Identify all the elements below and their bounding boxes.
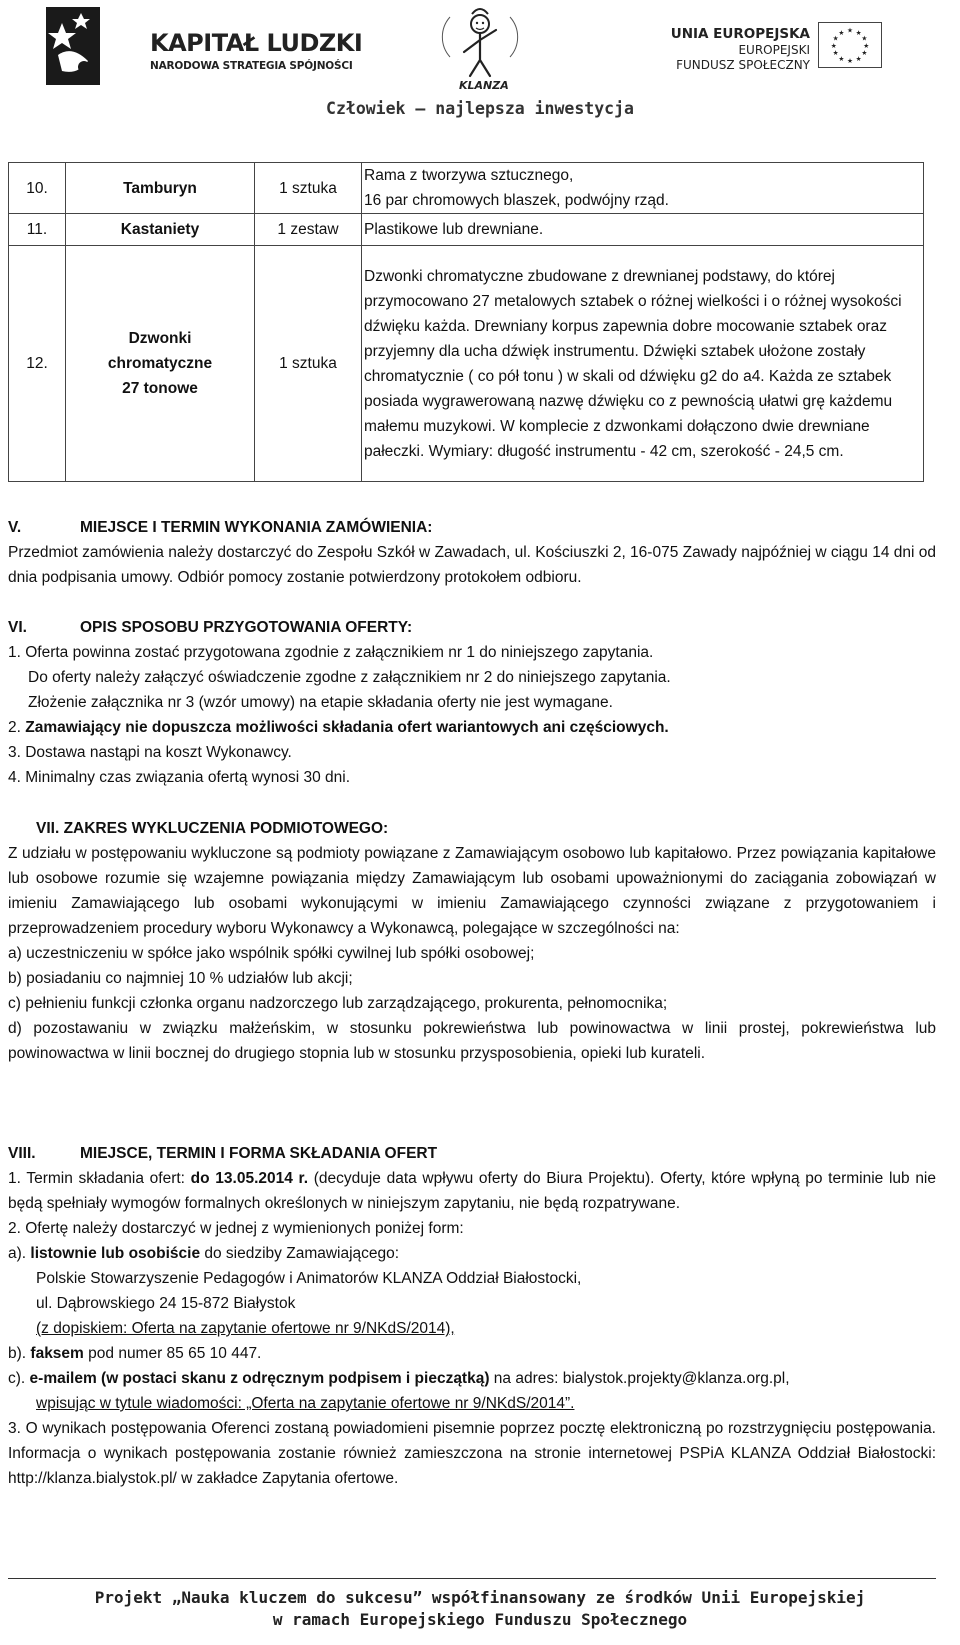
slogan: Człowiek – najlepsza inwestycja: [326, 99, 634, 118]
ue-title: UNIA EUROPEJSKA: [670, 26, 810, 42]
section-heading: [8, 1141, 936, 1166]
paragraph: 4. Minimalny czas związania ofertą wynosi 30 dni.: [8, 769, 351, 786]
table-row: [9, 163, 924, 214]
paragraph: Z udziału w postępowaniu wykluczone są podmioty powiązane z Zamawiającym osobowo lub kapitałowo. Przez powiązania kapitałowe lub osobowe rozumie się wzajemne powiązania między Zamawiającym lub osobami upoważnionymi do zaciągania zobowiązań w imieniu Zamawiającego lub osobami wykonującymi w imieniu Zamawiającego czynności związane z przygotowaniem i przeprowadzeniem procedury wyboru Wykonawcy a Wykonawcą, polegające w szczególności na:: [8, 845, 936, 937]
klanza-label: KLANZA: [459, 79, 509, 92]
address-line: ul. Dąbrowskiego 24 15-872 Białystok: [36, 1295, 296, 1312]
item-quantity: 1 sztuka: [255, 246, 362, 482]
svg-text:★: ★: [838, 54, 845, 63]
item-description: [362, 163, 924, 214]
item-name-line: 27 tonowe: [122, 380, 198, 397]
list-item: d) pozostawaniu w związku małżeńskim, w stosunku pokrewieństwa lub powinowactwa w linii prostej, pokrewieństwa lub powinowactwa w linii bocznej do drugiego stopnia lub w stosunku przysposobienia, opieki lub kurateli.: [8, 1020, 936, 1062]
list-label: a).: [8, 1245, 27, 1262]
svg-text:★: ★: [832, 49, 839, 58]
svg-text:★: ★: [830, 41, 837, 50]
item-description: Dzwonki chromatyczne zbudowane z drewnianej podstawy, do której przymocowano 27 metalowych sztabek o różnej wielkości i o różnej wysokości dźwięku każda. Drewniany korpus zapewnia dobre mocowanie sztabek oraz przyjemny dla ucha dźwięk instrumentu. Dźwięki sztabek ułożone zostały chromatycznie ( co pół tonu ) w skali od dźwięku g2 do a4. Każda ze sztabek posiada wygrawerowaną nazwę dźwięku co z pewnością ułatwi grę każdemu małemu muzykowi. W komplecie z dzwonkami dołączono dwie drewniane pałeczki. Wymiary: długość instrumentu - 42 cm, szerokość - 24,5 cm.: [362, 246, 924, 482]
address-line: Polskie Stowarzyszenie Pedagogów i Animatorów KLANZA Oddział Białostocki,: [36, 1270, 582, 1287]
list-item: b) posiadaniu co najmniej 10 % udziałów lub akcji;: [8, 970, 353, 987]
ue-line-1: EUROPEJSKI: [738, 43, 810, 57]
list-text: pod numer 85 65 10 447.: [83, 1345, 262, 1362]
item-name: Tamburyn: [66, 163, 255, 214]
list-item: [8, 1341, 936, 1366]
item-quantity: 1 zestaw: [255, 214, 362, 246]
item-name-line: chromatyczne: [107, 355, 213, 372]
list-item: c) pełnieniu funkcji członka organu nadzorczego lub zarządzającego, prokurenta, pełnomocnika;: [8, 995, 668, 1012]
item-description: Plastikowe lub drewniane.: [362, 214, 924, 246]
svg-text:★: ★: [838, 28, 845, 37]
items-table: [8, 162, 924, 482]
paragraph: [8, 1166, 936, 1216]
footer-divider: [8, 1578, 936, 1579]
list-continuation: [8, 1391, 936, 1416]
section-heading: [8, 615, 936, 640]
paragraph: 3. O wynikach postępowania Oferenci zostaną powiadomieni pisemnie poprzez pocztę elektroniczną po rozstrzygnięciu postępowania. Informacja o wynikach postępowania zostanie również zamieszczona na stronie internetowej PSPiA KLANZA Oddział Białostocki: http://klanza.bialystok.pl/ w zakładce Zapytania ofertowe.: [8, 1420, 936, 1487]
email-subject-note: wpisując w tytule wiadomości: „Oferta na zapytanie ofertowe nr 9/NKdS/2014”.: [36, 1395, 575, 1412]
paragraph: [8, 715, 936, 740]
svg-text:★: ★: [863, 41, 870, 50]
section-6: [8, 615, 936, 790]
section-8: [8, 1141, 936, 1491]
footer-line-1: Projekt „Nauka kluczem do sukcesu” współfinansowany ze środków Unii Europejskiej: [94, 1588, 866, 1607]
page-header: [0, 0, 960, 130]
list-label: b).: [8, 1345, 27, 1362]
paragraph: 3. Dostawa nastąpi na koszt Wykonawcy.: [8, 744, 292, 761]
ue-line-2: FUNDUSZ SPOŁECZNY: [676, 58, 810, 72]
paragraph: Złożenie załącznika nr 3 (wzór umowy) na etapie składania oferty nie jest wymagane.: [28, 694, 613, 711]
address-line: [8, 1316, 936, 1341]
list-bold: listownie lub osobiście: [30, 1245, 201, 1262]
item-name: [66, 246, 255, 482]
list-bold: e-mailem (w postaci skanu z odręcznym podpisem i pieczątką): [29, 1370, 490, 1387]
svg-text:★: ★: [832, 34, 839, 43]
page-footer: [0, 1587, 960, 1631]
item-number: 10.: [9, 163, 66, 214]
svg-text:★: ★: [847, 57, 853, 66]
paragraph-number: 2.: [8, 719, 21, 736]
deadline-text: (decyduje data wpływu oferty do Biura Projektu). Oferty, które wpłyną po terminie lub nie będą spełniały wymogów formalnych określonych w niniejszym zapytaniu, nie będą rozpatrywane.: [8, 1170, 937, 1212]
paragraph: 1. Oferta powinna zostać przygotowana zgodnie z załącznikiem nr 1 do niniejszego zapytania.: [8, 644, 654, 661]
paragraph-bold: Zamawiający nie dopuszcza możliwości składania ofert wariantowych ani częściowych.: [25, 719, 669, 736]
paragraph: 2. Ofertę należy dostarczyć w jednej z wymienionych poniżej form:: [8, 1220, 464, 1237]
section-title: MIEJSCE, TERMIN I FORMA SKŁADANIA OFERT: [80, 1145, 438, 1162]
item-number: 11.: [9, 214, 66, 246]
kapital-ludzki-title: KAPITAŁ LUDZKI: [150, 29, 363, 57]
ue-subtitle: [676, 43, 810, 73]
address-note: (z dopiskiem: Oferta na zapytanie ofertowe nr 9/NKdS/2014),: [36, 1320, 455, 1337]
kapital-ludzki-emblem-icon: [38, 5, 108, 87]
svg-text:★: ★: [855, 28, 862, 37]
section-7: [8, 816, 936, 1066]
item-number: 12.: [9, 246, 66, 482]
section-5: [8, 515, 936, 590]
section-heading: [8, 515, 936, 540]
section-text: Przedmiot zamówienia należy dostarczyć do Zespołu Szkół w Zawadach, ul. Kościuszki 2, 16-075 Zawady najpóźniej w ciągu 14 dni od dnia podpisania umowy. Odbiór pomocy zostanie potwierdzony protokołem odbioru.: [8, 544, 936, 586]
item-name-line: Dzwonki: [128, 330, 192, 347]
list-item: a) uczestniczeniu w spółce jako wspólnik spółki cywilnej lub spółki osobowej;: [8, 945, 535, 962]
list-text: do siedziby Zamawiającego:: [200, 1245, 400, 1262]
list-label: c).: [8, 1370, 26, 1387]
kapital-ludzki-logo: [38, 5, 363, 90]
section-number: VIII.: [8, 1145, 36, 1162]
svg-text:★: ★: [861, 49, 868, 58]
footer-line-2: w ramach Europejskiego Funduszu Społecznego: [272, 1610, 688, 1629]
svg-text:★: ★: [847, 26, 853, 35]
section-title: OPIS SPOSOBU PRZYGOTOWANIA OFERTY:: [80, 619, 413, 636]
deadline-date: do 13.05.2014 r.: [190, 1170, 309, 1187]
section-number: V.: [8, 519, 22, 536]
description-line: Rama z tworzywa sztucznego,: [364, 167, 574, 184]
table-row: [9, 246, 924, 482]
list-item: [8, 1241, 936, 1266]
table-row: [9, 214, 924, 246]
section-title: MIEJSCE I TERMIN WYKONANIA ZAMÓWIENIA:: [80, 519, 433, 536]
description-line: 16 par chromowych blaszek, podwójny rząd.: [364, 192, 669, 209]
svg-text:★: ★: [855, 54, 862, 63]
eu-flag-icon: [818, 22, 882, 68]
kapital-ludzki-subtitle: NARODOWA STRATEGIA SPÓJNOŚCI: [150, 60, 353, 72]
paragraph: Do oferty należy załączyć oświadczenie zgodne z załącznikiem nr 2 do niniejszego zapytania.: [28, 669, 671, 686]
svg-text:★: ★: [861, 34, 868, 43]
list-item: [8, 1366, 936, 1391]
section-title: VII. ZAKRES WYKLUCZENIA PODMIOTOWEGO:: [36, 820, 389, 837]
item-quantity: 1 sztuka: [255, 163, 362, 214]
deadline-label: 1. Termin składania ofert:: [8, 1170, 191, 1187]
list-bold: faksem: [30, 1345, 84, 1362]
item-name: Kastaniety: [66, 214, 255, 246]
section-number: VI.: [8, 619, 27, 636]
list-text: na adres: bialystok.projekty@klanza.org.pl,: [489, 1370, 790, 1387]
